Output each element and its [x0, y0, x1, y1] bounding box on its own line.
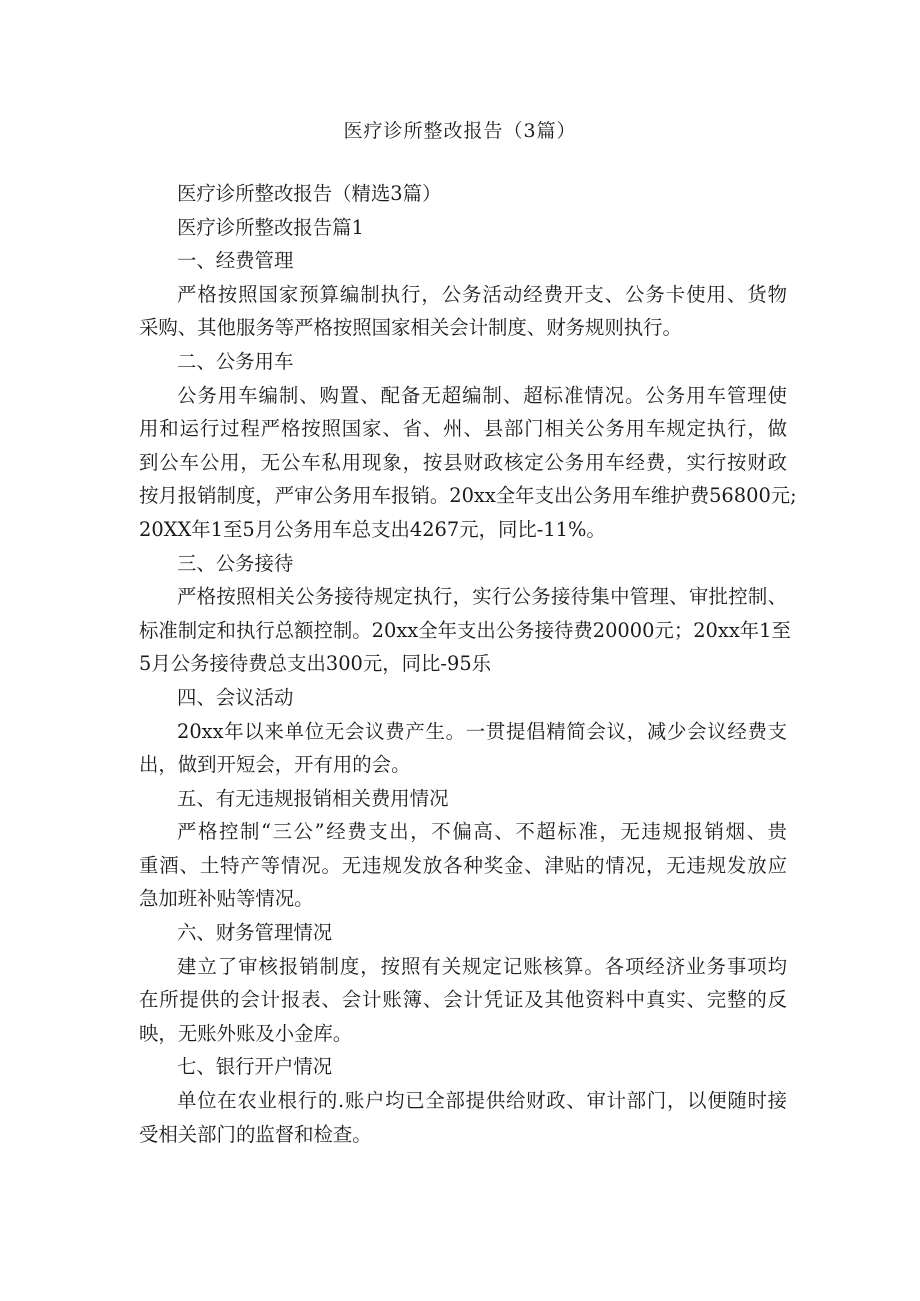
- document-title: 医疗诊所整改报告（3篇）: [343, 120, 577, 142]
- text-line: 一、经费管理: [177, 249, 294, 273]
- text-line: 严格按照国家预算编制执行，公务活动经费开支、公务卡使用、货物: [177, 282, 787, 306]
- text-line: 四、会议活动: [177, 685, 294, 709]
- text-line: 三、公务接待: [177, 551, 294, 575]
- text-line: 建立了审核报销制度，按照有关规定记账核算。各项经济业务事项均: [177, 954, 787, 978]
- text-line: 20XX年1至5月公务用车总支出4267元，同比-11%。: [139, 517, 606, 541]
- text-line: 出，做到开短会，开有用的会。: [139, 753, 411, 777]
- text-line: 受相关部门的监督和检查。: [139, 1122, 372, 1146]
- text-line: 六、财务管理情况: [177, 921, 333, 945]
- text-line: 公务用车编制、购置、配备无超编制、超标准情况。公务用车管理使: [177, 383, 787, 407]
- text-line: 二、公务用车: [177, 349, 294, 373]
- text-line: 单位在农业根行的.账户均已全部提供给财政、审计部门，以便随时接: [177, 1089, 787, 1113]
- text-line: 映，无账外账及小金库。: [139, 1021, 353, 1045]
- text-line: 七、银行开户情况: [177, 1055, 333, 1079]
- text-line: 在所提供的会计报表、会计账簿、会计凭证及其他资料中真实、完整的反: [139, 988, 787, 1012]
- text-line: 按月报销制度，严审公务用车报销。20xx全年支出公务用车维护费56800元;: [139, 484, 797, 508]
- text-line: 用和运行过程严格按照国家、省、州、县部门相关公务用车规定执行，做: [139, 417, 787, 441]
- text-line: 医疗诊所整改报告篇1: [177, 215, 364, 239]
- text-line: 严格控制“三公”经费支出，不偏高、不超标准，无违规报销烟、贵: [177, 820, 787, 844]
- document-body: [139, 177, 797, 1151]
- text-line: 医疗诊所整改报告（精选3篇）: [177, 182, 442, 205]
- text-line: 采购、其他服务等严格按照国家相关会计制度、财务规则执行。: [139, 316, 682, 340]
- text-line: 严格按照相关公务接待规定执行，实行公务接待集中管理、审批控制、: [177, 585, 787, 609]
- text-line: 五、有无违规报销相关费用情况: [177, 786, 449, 810]
- text-line: 到公车公用，无公车私用现象，按县财政核定公务用车经费，实行按财政: [139, 450, 787, 474]
- text-line: 重酒、土特产等情况。无违规发放各种奖金、津贴的情况，无违规发放应: [139, 853, 787, 877]
- text-line: 急加班补贴等情况。: [139, 887, 314, 911]
- text-line: 20xx年以来单位无会议费产生。一贯提倡精简会议，减少会议经费支: [177, 719, 787, 743]
- text-line: 标准制定和执行总额控制。20xx全年支出公务接待费20000元；20xx年1至: [139, 618, 791, 642]
- text-line: 5月公务接待费总支出300元，同比-95乐: [139, 652, 492, 676]
